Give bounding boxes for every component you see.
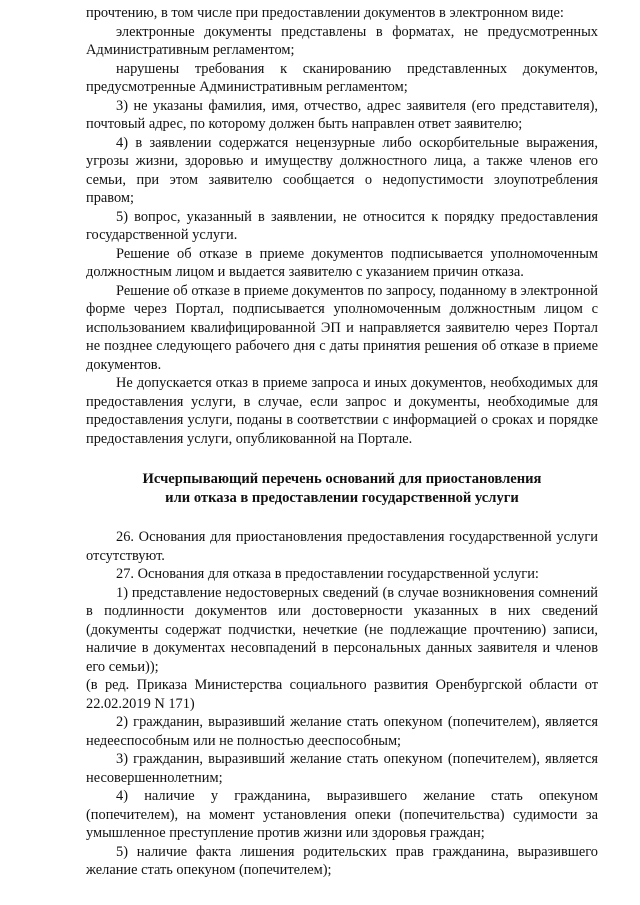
paragraph-27-item-4: 4) наличие у гражданина, выразившего желание стать опекуном (попечителем), на момент установления опеки (попечительства) судимости за умышленное преступление против жизни или здоровья граждан; [86,788,598,841]
paragraph-continuation: прочтению, в том числе при предоставлении документов в электронном виде: [86,5,564,21]
paragraph-item-4: 4) в заявлении содержатся нецензурные либо оскорбительные выражения, угрозы жизни, здоровью и имуществу должностного лица, а также членов его семьи, при этом заявителю сообщается о недопустимости злоупотребления правом; [86,134,598,206]
section-heading-line-2: или отказа в предоставлении государственной услуги [165,489,519,506]
paragraph-27-item-2: 2) гражданин, выразивший желание стать опекуном (попечителем), является недееспособным или не полностью дееспособным; [86,714,598,749]
paragraph-item-5: 5) вопрос, указанный в заявлении, не относится к порядку предоставления государственной услуги. [86,208,598,243]
paragraph-item-3: 3) не указаны фамилия, имя, отчество, адрес заявителя (его представителя), почтовый адрес, по которому должен быть направлен ответ заявителю; [86,97,598,132]
paragraph-refusal-signed: Решение об отказе в приеме документов подписывается уполномоченным должностным лицом и выдается заявителю с указанием причин отказа. [86,245,598,280]
paragraph-26: 26. Основания для приостановления предоставления государственной услуги отсутствуют. [86,529,598,564]
paragraph-refusal-not-allowed: Не допускается отказ в приеме запроса и иных документов, необходимых для предоставления услуги, в случае, если запрос и документы, необходимые для предоставления услуги, поданы в соответствии с информацией о сроках и порядке предоставления услуги, опубликованной на Портале. [86,375,598,447]
paragraph-scanning-requirements: нарушены требования к сканированию представленных документов, предусмотренные Административным регламентом; [86,60,598,95]
paragraph-27-item-5: 5) наличие факта лишения родительских прав гражданина, выразившего желание стать опекуном (попечителем); [86,843,598,878]
paragraph-electronic-formats: электронные документы представлены в форматах, не предусмотренных Административным регламентом; [86,23,598,58]
paragraph-27-item-3: 3) гражданин, выразивший желание стать опекуном (попечителем), является несовершеннолетним; [86,751,598,786]
paragraph-27: 27. Основания для отказа в предоставлении государственной услуги: [116,566,539,582]
paragraph-amendment-note: (в ред. Приказа Министерства социального развития Оренбургской области от 22.02.2019 N 171) [86,677,598,712]
section-heading-line-1: Исчерпывающий перечень оснований для приостановления [142,471,542,487]
section-heading [86,470,598,507]
paragraph-27-item-1: 1) представление недостоверных сведений (в случае возникновения сомнений в подлинности документов или достоверности указанных в них сведений (документы содержат подчистки, нечеткие (не подлежащие прочтению) записи, наличие в документах несовпадений в персональных данных заявителя и членов его семьи)); [86,584,598,675]
paragraph-refusal-electronic: Решение об отказе в приеме документов по запросу, поданному в электронной форме через Портал, подписывается уполномоченным должностным лицом с использованием квалифицированной ЭП и направляется заявителю через Портал не позднее следующего рабочего дня с даты принятия решения об отказе в приеме документов. [86,282,598,373]
